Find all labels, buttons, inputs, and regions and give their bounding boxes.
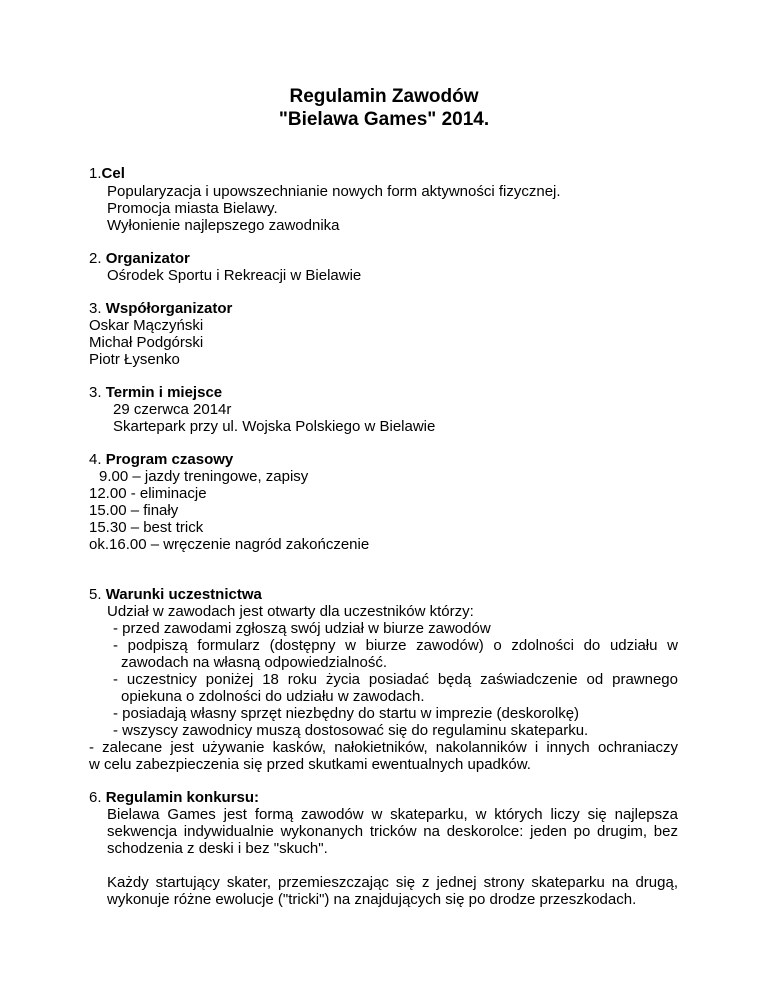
list-item: 15.30 – best trick [89, 519, 204, 536]
list-item: Skartepark przy ul. Wojska Polskiego w Bielawie [113, 418, 436, 435]
section-title: Program czasowy [105, 451, 234, 468]
section-number: 1. [89, 165, 102, 182]
document-title-line-1: Regulamin Zawodów [289, 86, 479, 107]
paragraph-line: Bielawa Games jest formą zawodów w skateparku, w których liczy się najlepsza [107, 806, 678, 823]
section-title: Organizator [105, 250, 190, 267]
section-title: Warunki uczestnictwa [105, 586, 262, 603]
section-3b-heading [89, 384, 222, 402]
section-6-heading [89, 789, 259, 807]
list-item: 29 czerwca 2014r [113, 401, 232, 418]
paragraph-line: Każdy startujący skater, przemieszczając się z jednej strony skateparku na drugą, [107, 874, 678, 891]
paragraph-line: sekwencja indywidualnie wykonanych tricków na deskorolce: jeden po drugim, bez [107, 823, 678, 840]
section-3-heading [89, 300, 232, 318]
list-item: Popularyzacja i upowszechnianie nowych form aktywności fizycznej. [107, 183, 561, 200]
paragraph-line: wykonuje różne ewolucje ("tricki") na znajdujących się po drodze przeszkodach. [107, 891, 637, 908]
list-item: 9.00 – jazdy treningowe, zapisy [99, 468, 309, 485]
text-line: - uczestnicy poniżej 18 roku życia posiadać będą zaświadczenie od prawnego [113, 671, 678, 688]
list-item: Wyłonienie najlepszego zawodnika [107, 217, 340, 234]
text-line: - przed zawodami zgłoszą swój udział w biurze zawodów [113, 620, 491, 637]
section-number: 4. [89, 451, 106, 468]
section-title: Regulamin konkursu: [105, 789, 260, 806]
section-title: Termin i miejsce [105, 384, 223, 401]
text-line: - zalecane jest używanie kasków, nałokietników, nakolanników i innych ochraniaczy [89, 739, 678, 756]
section-number: 2. [89, 250, 106, 267]
text-line: - posiadają własny sprzęt niezbędny do startu w imprezie (deskorolkę) [113, 705, 580, 722]
list-item: Piotr Łysenko [89, 351, 180, 368]
list-item: Michał Podgórski [89, 334, 204, 351]
section-number: 6. [89, 789, 106, 806]
section-5-heading [89, 586, 262, 604]
section-number: 3. [89, 300, 106, 317]
section-4-heading [89, 451, 233, 469]
text-line: - wszyscy zawodnicy muszą dostosować się do regulaminu skateparku. [113, 722, 589, 739]
section-number: 3. [89, 384, 106, 401]
list-item: 12.00 - eliminacje [89, 485, 207, 502]
text-line: zawodach na własną odpowiedzialność. [121, 654, 388, 671]
section-title: Współorganizator [105, 300, 233, 317]
section-number: 5. [89, 586, 106, 603]
text-line: - podpiszą formularz (dostępny w biurze zawodów) o zdolności do udziału w [113, 637, 678, 654]
list-item: 15.00 – finały [89, 502, 179, 519]
section-2-heading [89, 250, 190, 268]
list-item: Promocja miasta Bielawy. [107, 200, 278, 217]
list-item: Oskar Mączyński [89, 317, 204, 334]
section-title: Cel [101, 165, 125, 182]
section-1-heading [89, 165, 125, 183]
paragraph-line: schodzenia z deski i bez "skuch". [107, 840, 328, 857]
text-line: Udział w zawodach jest otwarty dla uczestników którzy: [107, 603, 474, 620]
list-item: Ośrodek Sportu i Rekreacji w Bielawie [107, 267, 362, 284]
text-line: w celu zabezpieczenia się przed skutkami ewentualnych upadków. [89, 756, 531, 773]
list-item: ok.16.00 – wręczenie nagród zakończenie [89, 536, 370, 553]
document-title-line-2: "Bielawa Games" 2014. [278, 109, 490, 130]
text-line: opiekuna o zdolności do udziału w zawodach. [121, 688, 425, 705]
